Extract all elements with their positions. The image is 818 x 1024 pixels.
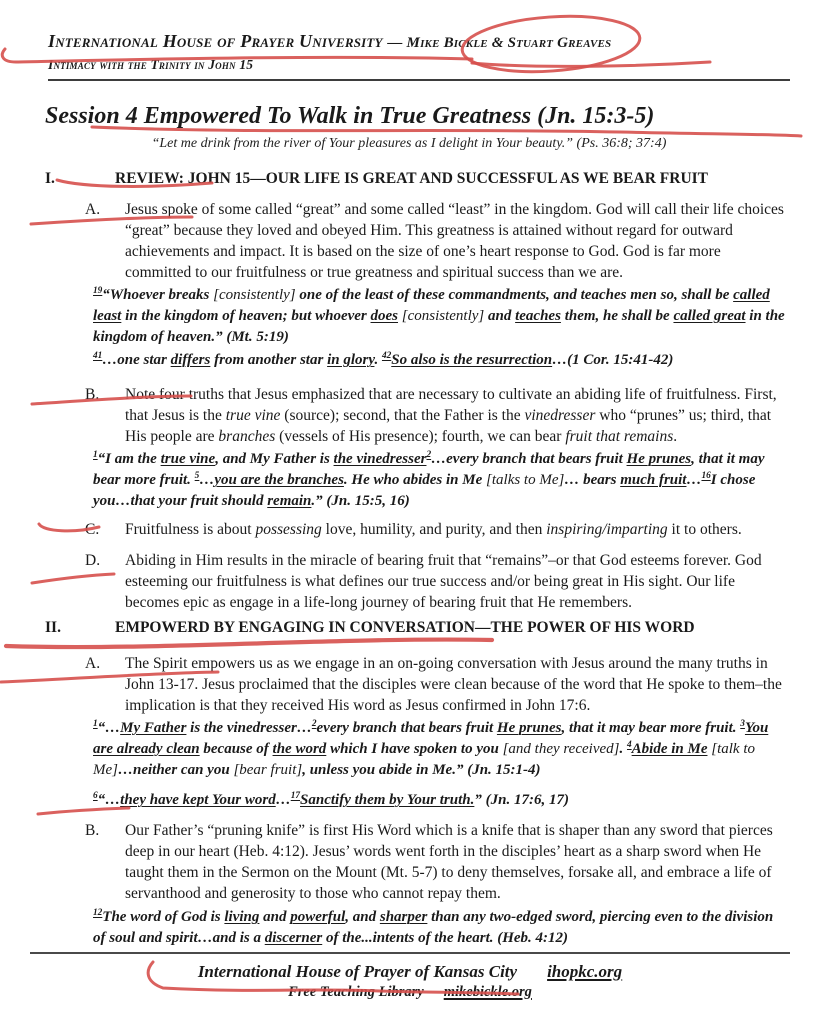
session-subtitle: “Let me drink from the river of Your pleasures as I delight in Your beauty.” (Ps. 36:8; 37:4) (151, 136, 667, 151)
footer-line1 (30, 962, 790, 982)
item-1c-letter: C. (85, 521, 100, 538)
item-1c-paragraph: Fruitfulness is about possessing love, humility, and purity, and then inspiring/imparting it to others. (125, 521, 742, 538)
section-1 (45, 169, 790, 613)
item-1a (85, 199, 790, 371)
item-2a-quote-2: $^6$“…they have kept Your word…$^{17}$Sanctify them by Your truth.” (Jn. 17:6, 17) (93, 791, 569, 808)
item-1d-paragraph: Abiding in Him results in the miracle of bearing fruit that “remains”–or that God esteems forever. God esteeming our fruitfulness is what defines our true success and/or being great in His sight. Our life becomes epic as engage in a life-long journey of bearing fruit that He remembers. (125, 552, 762, 611)
item-1b-quote-1: $^1$“I am the true vine, and My Father is the vinedresser$^2$…every branch that bears fruit He prunes, that it may bear more fruit. $^5$…you are the branches. He who abides in Me [talks to Me]… bears much fruit…$^{16}$I chose you…that your fruit should remain.” (Jn. 15:5, 16) (93, 450, 765, 509)
footer-rule (30, 952, 790, 954)
institution-name: International House of Prayer University (48, 31, 383, 51)
footer-org-link: ihopkc.org (547, 962, 623, 981)
item-1b (85, 384, 790, 512)
page-footer (30, 952, 790, 1001)
footer-library-label: Free Teaching Library (288, 984, 424, 1000)
session-title: Session 4 Empowered To Walk in True Greatness (Jn. 15:3-5) (45, 103, 655, 129)
section-1-heading-row (45, 169, 790, 189)
item-2b-paragraph: Our Father’s “pruning knife” is first His Word which is a knife that is shaper than any sword that pierces deep in our heart (Heb. 4:12). Jesus’ words went forth in the disciples’ heart as a sharp sword when He taught them in the Sermon on the Mount (Mt. 5-7) to deny themselves, forsake all, and embrace a life of servanthood and generosity to those who cannot repay them. (125, 822, 773, 902)
item-1b-body (93, 384, 787, 512)
item-2b-letter: B. (85, 822, 100, 839)
item-1d-letter: D. (85, 552, 101, 569)
item-2b-body (93, 820, 787, 949)
item-1d (85, 550, 790, 613)
section-2-heading-row (45, 618, 790, 638)
item-1c (85, 519, 790, 540)
section-2 (45, 618, 790, 949)
section-2-heading: EMPOWERD BY ENGAGING IN CONVERSATION—THE POWER OF HIS WORD (115, 619, 695, 636)
item-1a-quote-2: $^{41}$…one star differs from another star in glory. $^{42}$So also is the resurrection…(1 Cor. 15:41-42) (93, 351, 674, 368)
item-1c-body (125, 519, 787, 540)
page-header (48, 30, 790, 81)
section-1-numeral: I. (45, 170, 55, 187)
item-1a-body (93, 199, 787, 371)
item-2b (85, 820, 790, 949)
item-2a-letter: A. (85, 655, 101, 672)
footer-library-link: mikebickle.org (443, 984, 532, 1000)
item-1a-quote-1: $^{19}$“Whoever breaks [consistently] one of the least of these commandments, and teaches men so, shall be called least in the kingdom of heaven; but whoever does [consistently] and teaches them, he shall be called great in the kingdom of heaven.” (Mt. 5:19) (93, 286, 785, 345)
course-title: Intimacy with the Trinity in John 15 (48, 57, 254, 72)
item-2a (85, 653, 790, 811)
item-2a-quote-1: $^1$“…My Father is the vinedresser…$^2$every branch that bears fruit He prunes, that it may bear more fruit. $^3$You are already clean because of the word which I have spoken to you [and they received]. $^4$Abide in Me [talk to Me]…neither can you [bear fruit], unless you abide in Me.” (Jn. 15:1-4) (93, 719, 769, 778)
section-2-numeral: II. (45, 619, 61, 636)
item-2a-body (93, 653, 787, 811)
item-1b-letter: B. (85, 386, 100, 403)
item-1a-letter: A. (85, 201, 101, 218)
item-2a-paragraph: The Spirit empowers us as we engage in an on-going conversation with Jesus around the many truths in John 13-17. Jesus proclaimed that the disciples were clean because of the word that He spoke to them–the implication is that they received His word as Jesus confirmed in John 17:6. (125, 655, 782, 714)
header-line1 (48, 30, 790, 54)
item-2b-quote-1: $^{12}$The word of God is living and powerful, and sharper than any two-edged sword, piercing even to the division of soul and spirit…and is a discerner of the...intents of the heart. (Heb. 4:12) (93, 908, 774, 946)
item-1d-body (125, 550, 787, 613)
section-1-heading: REVIEW: JOHN 15—OUR LIFE IS GREAT AND SUCCESSFUL AS WE BEAR FRUIT (115, 170, 709, 187)
footer-org-name: International House of Prayer of Kansas City (197, 962, 518, 981)
item-1b-paragraph: Note four truths that Jesus emphasized that are necessary to cultivate an abiding life of fruitfulness. First, that Jesus is the true vine (source); second, that the Father is the vinedresser who “prunes” us; third, that His people are branches (vessels of His presence); fourth, we can bear fruit that remains. (125, 386, 777, 445)
item-1a-paragraph: Jesus spoke of some called “great” and some called “least” in the kingdom. God will call their life choices “great” because they loved and obeyed Him. This greatness is attained without regard for outward achievements and impact. It is based on the size of one’s heart response to God. God is far more committed to our fruitfulness or true greatness and spiritual success than we are. (125, 201, 784, 281)
footer-line2 (30, 984, 790, 1001)
header-rule (48, 79, 790, 81)
author-names: — Mike Bickle & Stuart Greaves (387, 35, 612, 51)
